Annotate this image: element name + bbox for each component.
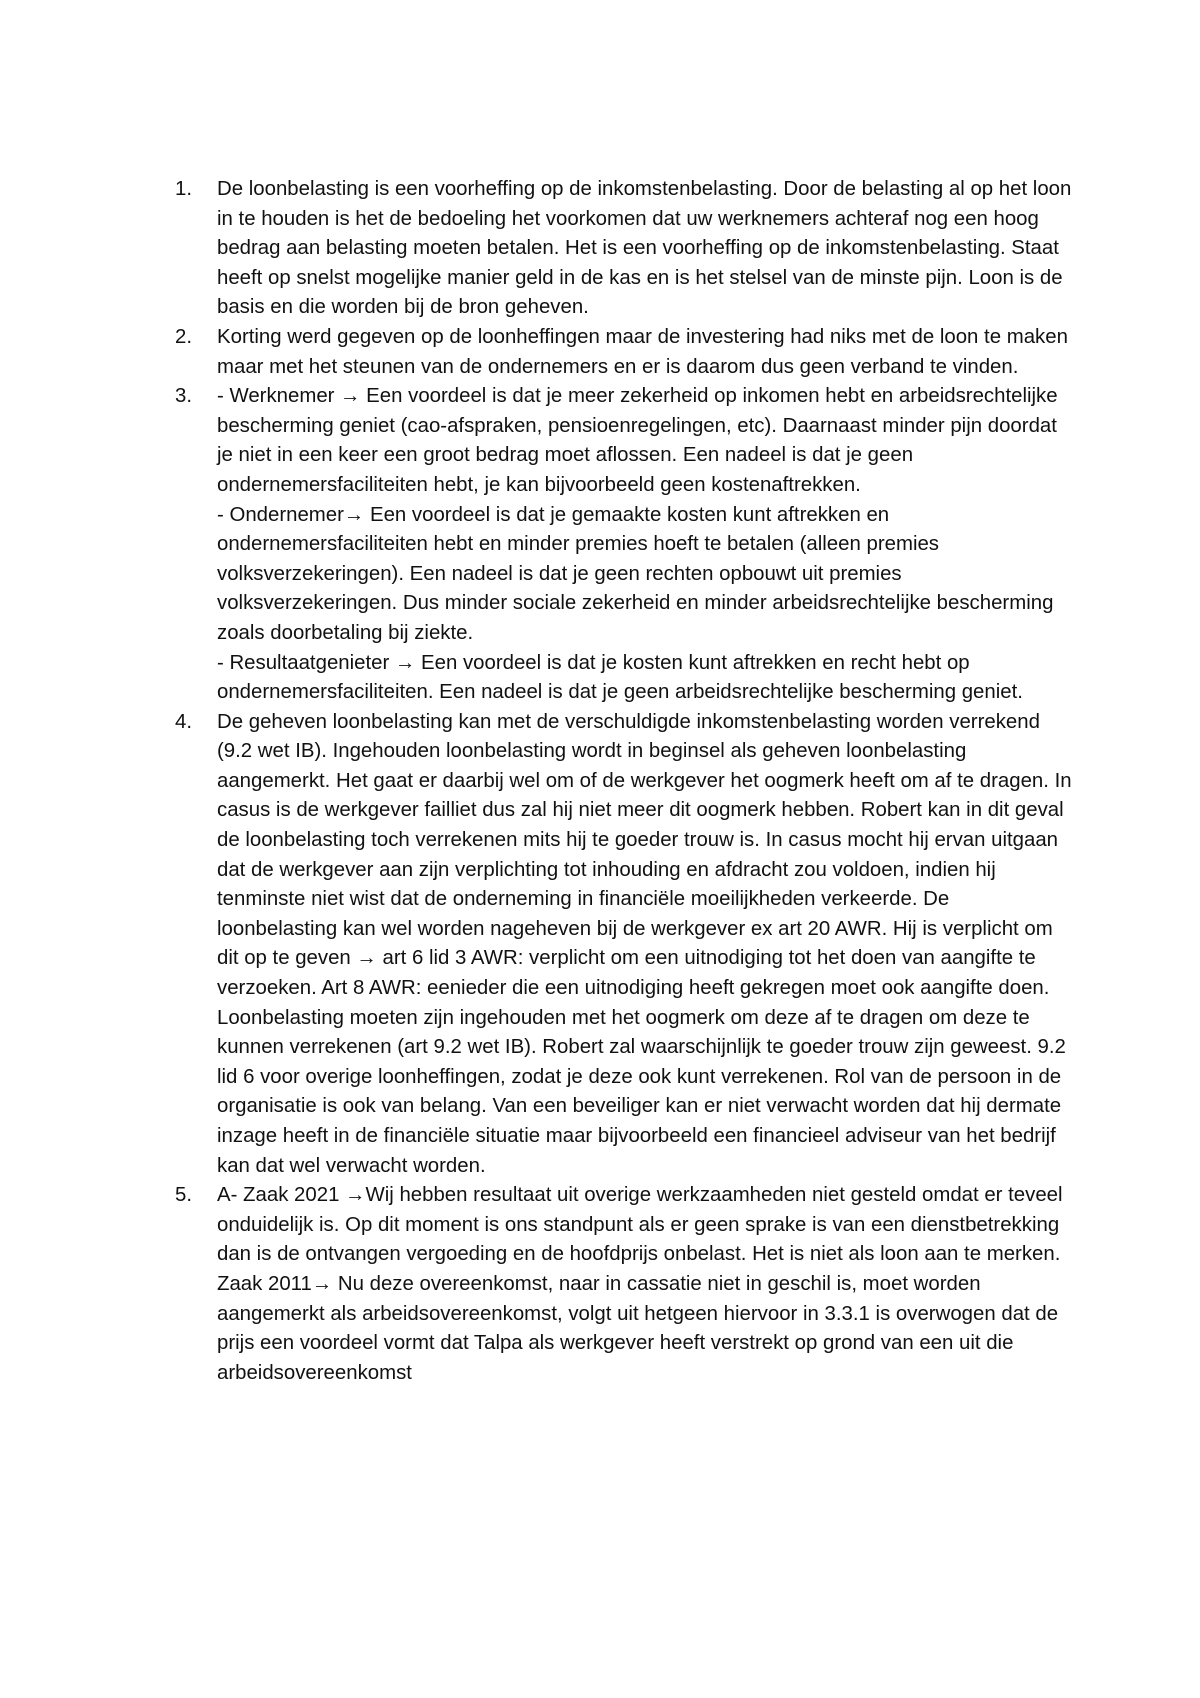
- list-item-text-resultaatgenieter: - Resultaatgenieter → Een voordeel is dat je kosten kunt aftrekken en recht hebt op ondernemersfaciliteiten. Een nadeel is dat je geen arbeidsrechtelijke bescherming geniet.: [217, 651, 1023, 704]
- list-item-number: 5.: [175, 1184, 193, 1207]
- list-item-text: Korting werd gegeven op de loonheffingen maar de investering had niks met de loon te maken maar met het steunen van de ondernemers en er is daarom dus geen verband te vinden.: [217, 325, 1068, 378]
- list-item-text-ondernemer: - Ondernemer→ Een voordeel is dat je gemaakte kosten kunt aftrekken en ondernemersfaciliteiten hebt en minder premies hoeft te betalen (alleen premies volksverzekeringen). Een nadeel is dat je geen rechten opbouwt uit premies volksverzekeringen. Dus minder sociale zekerheid en minder arbeidsrechtelijke bescherming zoals doorbetaling bij ziekte.: [217, 503, 1054, 644]
- list-item: [175, 323, 1075, 382]
- list-item-number: 3.: [175, 385, 193, 408]
- list-item-number: 2.: [175, 325, 193, 348]
- list-item-text: De geheven loonbelasting kan met de verschuldigde inkomstenbelasting worden verrekend (9.2 wet IB). Ingehouden loonbelasting wordt in beginsel als geheven loonbelasting aangemerkt. Het gaat er daarbij wel om of de werkgever het oogmerk heeft om af te dragen. In casus is de werkgever failliet dus zal hij niet meer dit oogmerk hebben. Robert kan in dit geval de loonbelasting toch verrekenen mits hij te goeder trouw is. In casus mocht hij ervan uitgaan dat de werkgever aan zijn verplichting tot inhouding en afdracht zou voldoen, indien hij tenminste niet wist dat de onderneming in financiële moeilijkheden verkeerde. De loonbelasting kan wel worden nageheven bij de werkgever ex art 20 AWR. Hij is verplicht om dit op te geven → art 6 lid 3 AWR: verplicht om een uitnodiging tot het doen van aangifte te verzoeken. Art 8 AWR: eenieder die een uitnodiging heeft gekregen moet ook aangifte doen. Loonbelasting moeten zijn ingehouden met het oogmerk om deze af te dragen om deze te kunnen verrekenen (art 9.2 wet IB). Robert zal waarschijnlijk te goeder trouw zijn geweest. 9.2 lid 6 voor overige loonheffingen, zodat je deze ook kunt verrekenen. Rol van de persoon in de organisatie is ook van belang. Van een beveiliger kan er niet verwacht worden dat hij dermate inzage heeft in de financiële situatie maar bijvoorbeeld een financieel adviseur van het bedrijf kan dat wel verwacht worden.: [217, 710, 1072, 1177]
- list-item: [175, 708, 1075, 1182]
- list-item-number: 4.: [175, 710, 193, 733]
- list-item-number: 1.: [175, 178, 193, 200]
- list-item-text-werknemer: - Werknemer → Een voordeel is dat je meer zekerheid op inkomen hebt en arbeidsrechtelijke bescherming geniet (cao-afspraken, pensioenregelingen, etc). Daarnaast minder pijn doordat je niet in een keer een groot bedrag moet aflossen. Een nadeel is dat je geen ondernemersfaciliteiten hebt, je kan bijvoorbeeld geen kostenaftrekken.: [217, 385, 1058, 496]
- list-item: [175, 382, 1075, 708]
- list-item: [175, 175, 1075, 323]
- list-item-text: A- Zaak 2021 →Wij hebben resultaat uit overige werkzaamheden niet gesteld omdat er teveel onduidelijk is. Op dit moment is ons standpunt als er geen sprake is van een dienstbetrekking dan is de ontvangen vergoeding en de hoofdprijs onbelast. Het is niet als loon aan te merken. Zaak 2011→ Nu deze overeenkomst, naar in cassatie niet in geschil is, moet worden aangemerkt als arbeidsovereenkomst, volgt uit hetgeen hiervoor in 3.3.1 is overwogen dat de prijs een voordeel vormt dat Talpa als werkgever heeft verstrekt op grond van een uit die arbeidsovereenkomst: [217, 1184, 1063, 1384]
- list-item-text: De loonbelasting is een voorheffing op de inkomstenbelasting. Door de belasting al op het loon in te houden is het de bedoeling het voorkomen dat uw werknemers achteraf nog een hoog bedrag aan belasting moeten betalen. Het is een voorheffing op de inkomstenbelasting. Staat heeft op snelst mogelijke manier geld in de kas en is het stelsel van de minste pijn. Loon is de basis en die worden bij de bron geheven.: [217, 178, 1072, 319]
- answer-list: [175, 175, 1075, 1388]
- list-item: [175, 1181, 1075, 1388]
